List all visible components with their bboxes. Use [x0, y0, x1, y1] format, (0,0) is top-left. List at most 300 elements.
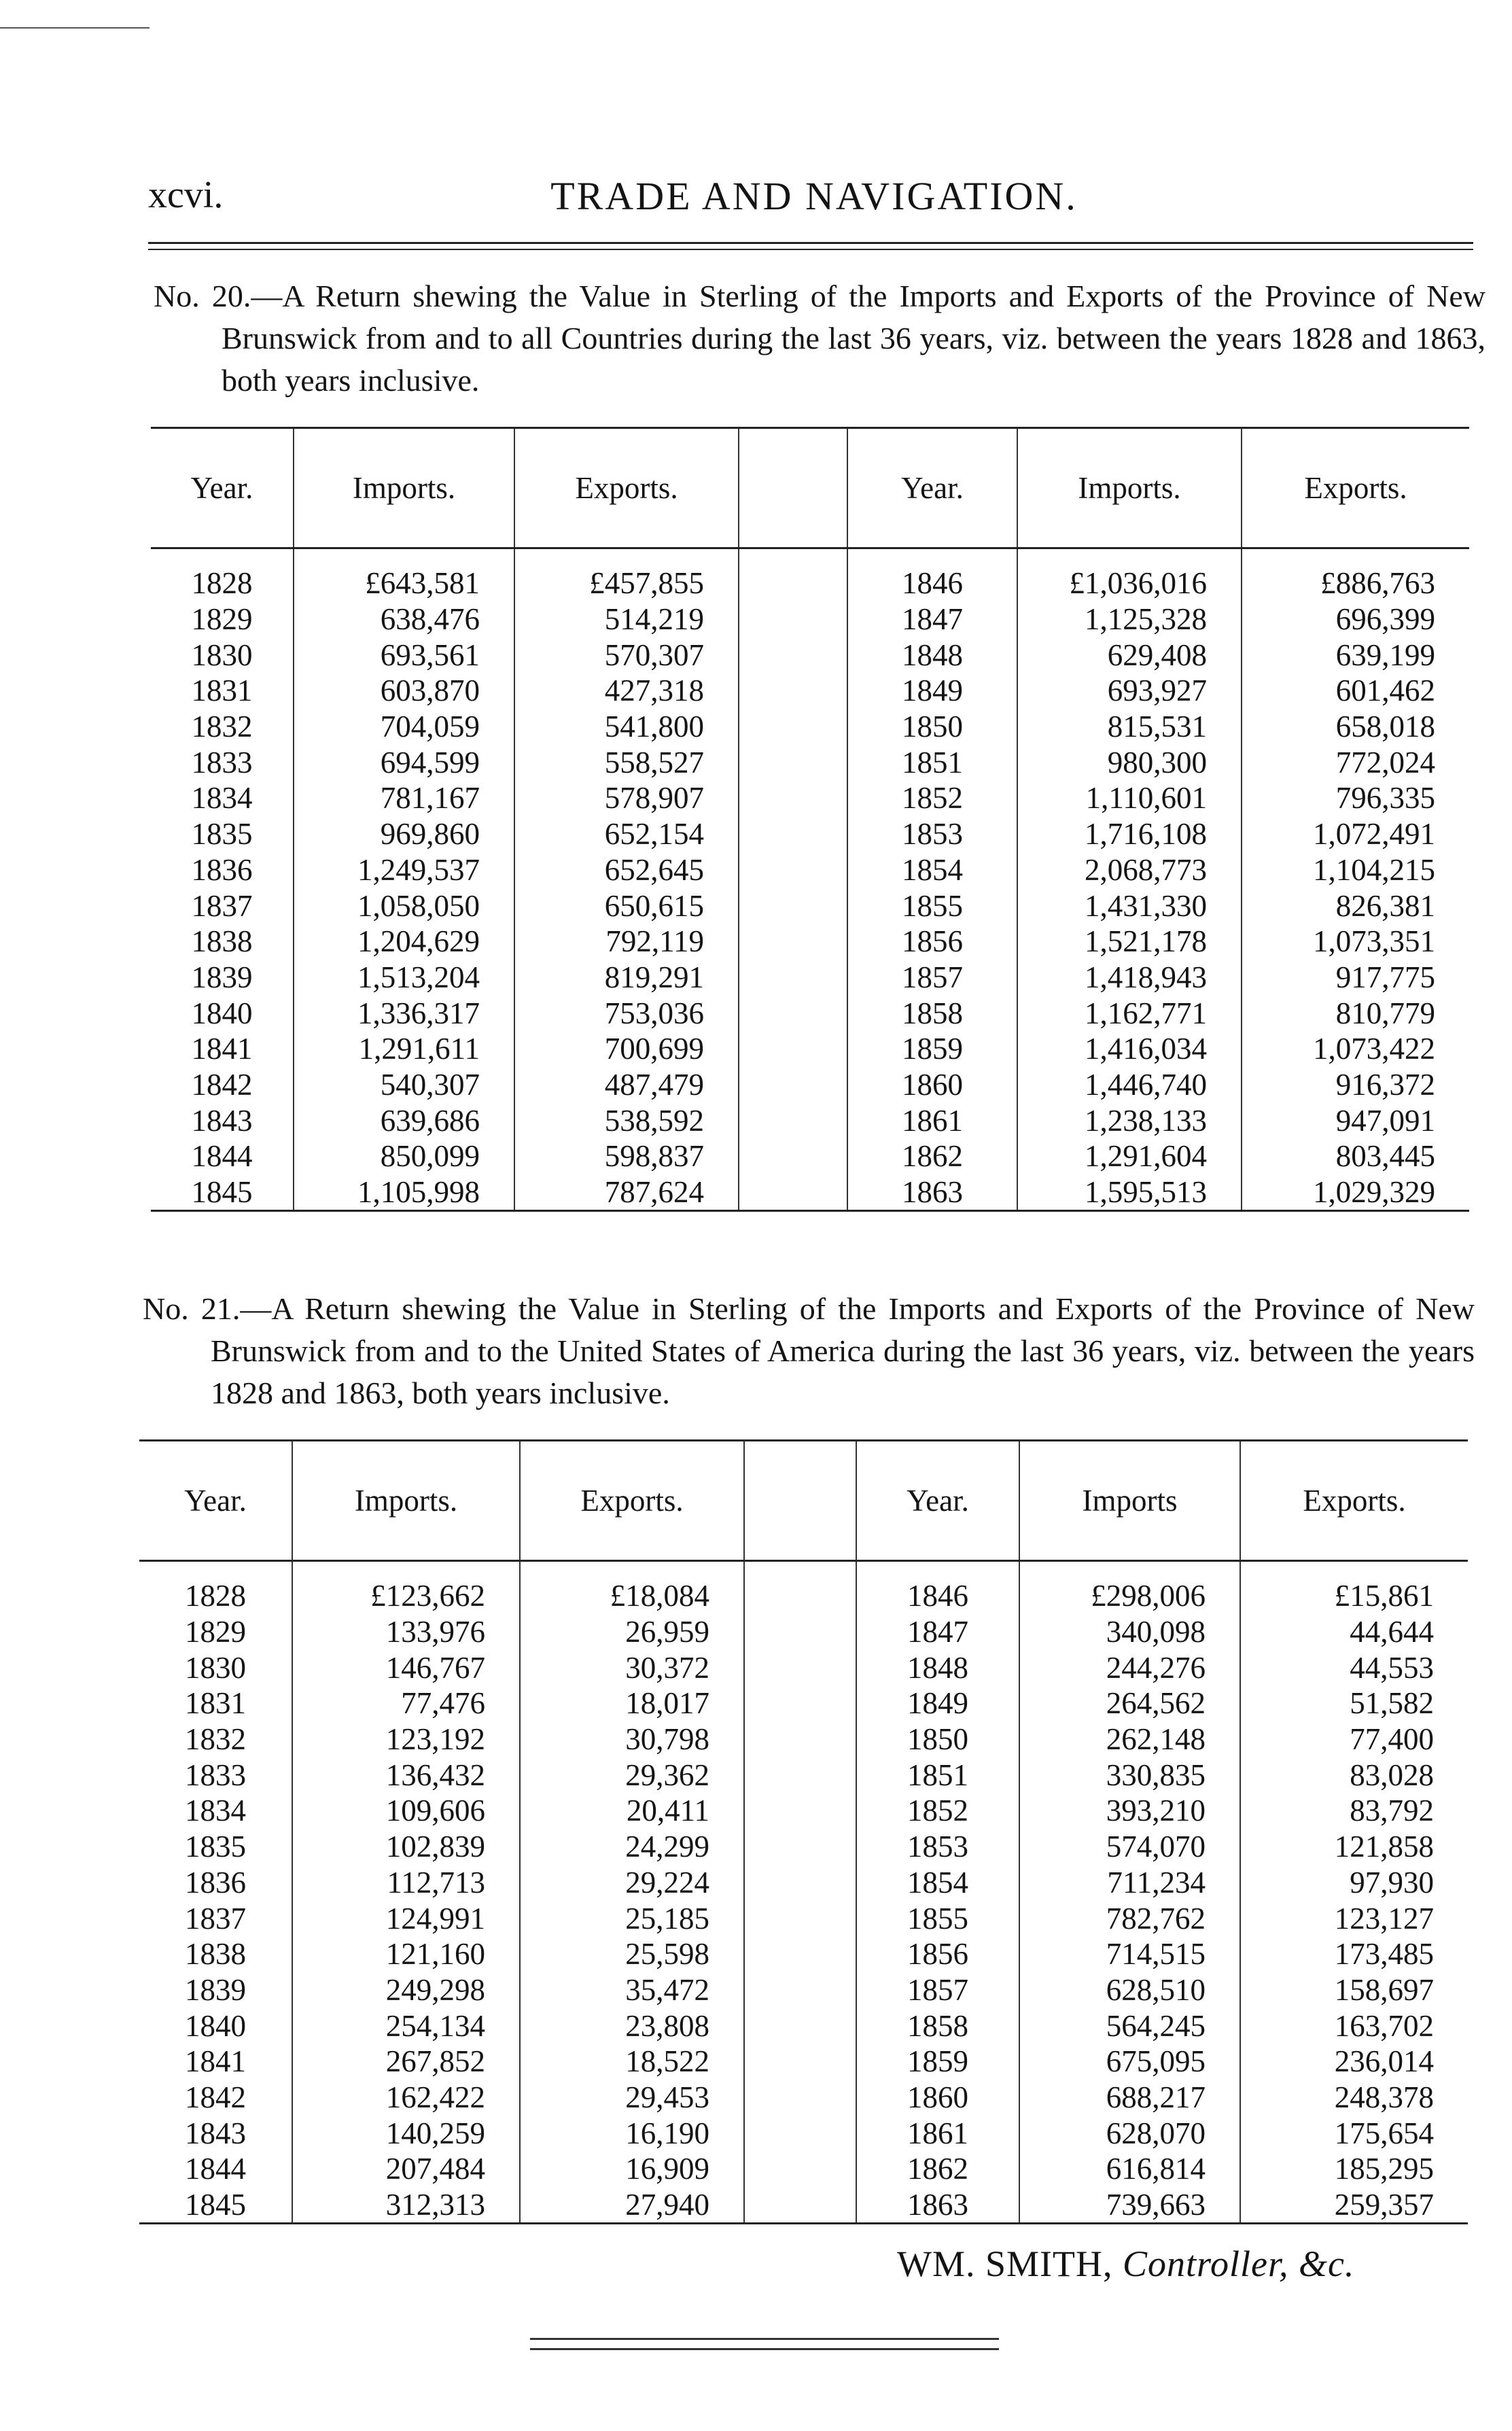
table-row: [139, 2008, 1468, 2044]
table-row: [139, 1900, 1468, 1936]
cell-year: 1842: [185, 2080, 246, 2114]
cell-year-2: 1852: [902, 781, 963, 816]
cell-imports-2: 980,300: [1017, 744, 1242, 780]
column-divider: [744, 1757, 856, 1793]
column-divider: [744, 1561, 856, 1614]
cell-imports: 109,606: [292, 1793, 520, 1829]
cell-imports: 1,058,050: [294, 888, 514, 924]
column-header-imports-2: Imports: [1019, 1441, 1240, 1561]
column-divider: [744, 1829, 856, 1865]
cell-imports-2: 262,148: [1019, 1721, 1240, 1757]
cell-year: 1835: [185, 1830, 246, 1864]
column-divider: [739, 601, 847, 637]
cell-exports: 427,318: [514, 673, 739, 709]
signature: [897, 2243, 1355, 2285]
cell-year: 1842: [191, 1067, 253, 1102]
column-divider: [739, 1102, 847, 1138]
cell-imports: 112,713: [292, 1865, 520, 1901]
cell-year: 1845: [139, 2187, 292, 2224]
cell-exports-2: 947,091: [1242, 1102, 1469, 1138]
table-row: [151, 673, 1469, 709]
column-divider: [739, 637, 847, 673]
cell-year-2: 1863: [856, 2187, 1019, 2224]
cell-year-2: 1851: [907, 1757, 968, 1792]
cell-imports: 693,561: [294, 637, 514, 673]
table-row: [151, 1138, 1469, 1174]
signature-role: Controller, &c.: [1123, 2243, 1355, 2284]
table-row: [151, 1102, 1469, 1138]
cell-imports: 1,204,629: [294, 924, 514, 960]
table-row: [139, 2187, 1468, 2224]
cell-exports: 570,307: [514, 637, 739, 673]
column-divider: [739, 995, 847, 1031]
cell-imports: 102,839: [292, 1829, 520, 1865]
cell-year-2: 1848: [902, 637, 963, 672]
table-row: [151, 852, 1469, 888]
cell-year: 1832: [185, 1722, 246, 1757]
cell-exports: 18,522: [520, 2044, 744, 2080]
table-row: [151, 888, 1469, 924]
cell-imports-2: 628,510: [1019, 1972, 1240, 2008]
cell-exports: 26,959: [520, 1614, 744, 1650]
cell-year-2: 1855: [902, 888, 963, 923]
cell-exports-2: 796,335: [1242, 780, 1469, 816]
cell-exports-2: 639,199: [1242, 637, 1469, 673]
cell-exports-2: 236,014: [1240, 2044, 1468, 2080]
column-divider: [744, 2115, 856, 2151]
cell-imports-2: 1,521,178: [1017, 924, 1242, 960]
cell-imports: 638,476: [294, 601, 514, 637]
cell-year: 1837: [185, 1901, 246, 1936]
table-row: [151, 1031, 1469, 1067]
cell-exports-2: 658,018: [1242, 709, 1469, 745]
cell-exports-2: 696,399: [1242, 601, 1469, 637]
cell-year: 1828: [185, 1579, 246, 1613]
cell-year-2: 1857: [907, 1972, 968, 2007]
column-divider: [744, 1649, 856, 1685]
cell-year-2: 1848: [907, 1650, 968, 1685]
cell-exports: 25,598: [520, 1936, 744, 1972]
cell-year-2: 1851: [902, 745, 963, 780]
cell-exports: 558,527: [514, 744, 739, 780]
table-row: [139, 1721, 1468, 1757]
column-header-exports: Exports.: [514, 428, 739, 548]
column-divider: [744, 1441, 856, 1561]
cell-exports-2: 163,702: [1240, 2008, 1468, 2044]
cell-exports: 650,615: [514, 888, 739, 924]
column-divider: [744, 1900, 856, 1936]
cell-exports: 514,219: [514, 601, 739, 637]
cell-year: 1838: [185, 1937, 246, 1972]
cell-exports: 753,036: [514, 995, 739, 1031]
cell-year-2: 1860: [902, 1067, 963, 1102]
cell-exports: 29,453: [520, 2080, 744, 2116]
caption-rest: Province of New Brunswick from and to all Countries during the last 36 years, viz. between the years 1828 and 1863, both years inclusive.: [222, 279, 1485, 398]
cell-exports: 24,299: [520, 1829, 744, 1865]
cell-year-2: 1847: [907, 1615, 968, 1649]
cell-year-2: 1846: [907, 1579, 968, 1613]
table-row: [151, 816, 1469, 852]
cell-exports: 20,411: [520, 1793, 744, 1829]
column-header-imports: Imports.: [294, 428, 514, 548]
cell-year: 1841: [191, 1032, 253, 1066]
cell-imports-2: 1,595,513: [1017, 1174, 1242, 1211]
cell-year-2: 1859: [902, 1032, 963, 1066]
table-row: [151, 548, 1469, 601]
cell-year-2: 1858: [902, 996, 963, 1030]
cell-imports-2: 574,070: [1019, 1829, 1240, 1865]
cell-year-2: 1861: [907, 2116, 968, 2150]
column-divider: [739, 960, 847, 996]
table-21: [139, 1439, 1468, 2224]
column-divider: [744, 2187, 856, 2224]
column-header-exports-2: Exports.: [1240, 1441, 1468, 1561]
closing-rule: [530, 2338, 999, 2358]
cell-imports: 1,249,537: [294, 852, 514, 888]
cell-imports-2: 815,531: [1017, 709, 1242, 745]
cell-imports: 146,767: [292, 1649, 520, 1685]
cell-imports: 850,099: [294, 1138, 514, 1174]
column-divider: [744, 1721, 856, 1757]
column-divider: [739, 548, 847, 601]
cell-imports: 1,105,998: [294, 1174, 514, 1211]
cell-year-2: 1847: [902, 602, 963, 637]
cell-imports: 969,860: [294, 816, 514, 852]
column-header-exports-2: Exports.: [1242, 428, 1469, 548]
cell-imports-2: 675,095: [1019, 2044, 1240, 2080]
cell-exports: 792,119: [514, 924, 739, 960]
cell-exports-2: £886,763: [1242, 548, 1469, 601]
cell-exports-2: 175,654: [1240, 2115, 1468, 2151]
cell-imports-2: 711,234: [1019, 1865, 1240, 1901]
cell-exports: 538,592: [514, 1102, 739, 1138]
cell-year-2: 1854: [902, 852, 963, 887]
cell-imports-2: £298,006: [1019, 1561, 1240, 1614]
cell-exports-2: 173,485: [1240, 1936, 1468, 1972]
cell-exports-2: 810,779: [1242, 995, 1469, 1031]
cell-year-2: 1855: [907, 1901, 968, 1936]
column-header-year-2: Year.: [847, 428, 1017, 548]
cell-year: 1841: [185, 2044, 246, 2079]
column-divider: [739, 428, 847, 548]
cell-imports-2: 1,416,034: [1017, 1031, 1242, 1067]
cell-exports: 700,699: [514, 1031, 739, 1067]
cell-year-2: 1858: [907, 2008, 968, 2043]
top-rule: [0, 27, 150, 29]
cell-year-2: 1854: [907, 1865, 968, 1900]
cell-exports-2: 83,028: [1240, 1757, 1468, 1793]
cell-exports: 16,190: [520, 2115, 744, 2151]
cell-imports-2: 330,835: [1019, 1757, 1240, 1793]
cell-year-2: 1850: [902, 710, 963, 744]
cell-exports: 787,624: [514, 1174, 739, 1211]
cell-exports-2: 185,295: [1240, 2151, 1468, 2187]
table-row: [139, 1649, 1468, 1685]
table-row: [139, 2080, 1468, 2116]
cell-imports-2: 1,446,740: [1017, 1067, 1242, 1103]
column-divider: [744, 2008, 856, 2044]
cell-imports: 136,432: [292, 1757, 520, 1793]
table-row: [151, 601, 1469, 637]
cell-exports: 652,645: [514, 852, 739, 888]
table-row: [151, 1067, 1469, 1103]
column-divider: [739, 816, 847, 852]
table-row: [151, 780, 1469, 816]
cell-exports-2: 121,858: [1240, 1829, 1468, 1865]
cell-imports: 254,134: [292, 2008, 520, 2044]
table-body: [151, 548, 1469, 1211]
cell-imports-2: 628,070: [1019, 2115, 1240, 2151]
cell-exports-2: 826,381: [1242, 888, 1469, 924]
cell-exports: 30,798: [520, 1721, 744, 1757]
cell-imports: £123,662: [292, 1561, 520, 1614]
running-head: [148, 173, 1480, 228]
cell-year: 1830: [185, 1650, 246, 1685]
cell-year-2: 1861: [902, 1103, 963, 1138]
cell-year: 1831: [185, 1686, 246, 1721]
cell-imports: 249,298: [292, 1972, 520, 2008]
cell-exports-2: 97,930: [1240, 1865, 1468, 1901]
table-row: [151, 637, 1469, 673]
column-divider: [739, 709, 847, 745]
cell-year-2: 1852: [907, 1794, 968, 1828]
cell-imports-2: 739,663: [1019, 2187, 1240, 2224]
table-row: [139, 1614, 1468, 1650]
table-row: [139, 2115, 1468, 2151]
column-divider: [739, 852, 847, 888]
cell-exports: 598,837: [514, 1138, 739, 1174]
cell-exports-2: 1,073,351: [1242, 924, 1469, 960]
cell-imports-2: 782,762: [1019, 1900, 1240, 1936]
cell-exports-2: 44,553: [1240, 1649, 1468, 1685]
cell-imports: 133,976: [292, 1614, 520, 1650]
cell-year: 1835: [191, 817, 253, 852]
cell-exports: 35,472: [520, 1972, 744, 2008]
signature-name: WM. SMITH,: [897, 2243, 1113, 2284]
table-row: [139, 2151, 1468, 2187]
cell-exports: 819,291: [514, 960, 739, 996]
cell-year: 1829: [185, 1615, 246, 1649]
cell-exports: 652,154: [514, 816, 739, 852]
caption-lead: No. 20.—A Return shewing the Value in Sterling of the Imports and Exports of the: [154, 279, 1252, 313]
cell-year: 1837: [191, 888, 253, 923]
cell-year-2: 1860: [907, 2080, 968, 2114]
table-header-row: [151, 428, 1469, 548]
table-row: [139, 1685, 1468, 1721]
cell-exports-2: 1,073,422: [1242, 1031, 1469, 1067]
cell-imports: 1,336,317: [294, 995, 514, 1031]
cell-exports: 23,808: [520, 2008, 744, 2044]
cell-year: 1839: [191, 960, 253, 994]
cell-year: 1833: [185, 1757, 246, 1792]
cell-exports-2: 123,127: [1240, 1900, 1468, 1936]
cell-imports: 124,991: [292, 1900, 520, 1936]
cell-imports: 121,160: [292, 1936, 520, 1972]
cell-year-2: 1853: [902, 817, 963, 852]
column-header-year: Year.: [139, 1441, 292, 1561]
column-divider: [739, 1031, 847, 1067]
cell-exports-2: 917,775: [1242, 960, 1469, 996]
column-header-imports: Imports.: [292, 1441, 520, 1561]
cell-exports: 18,017: [520, 1685, 744, 1721]
cell-imports-2: 1,238,133: [1017, 1102, 1242, 1138]
cell-year-2: 1846: [902, 566, 963, 601]
cell-year-2: 1853: [907, 1830, 968, 1864]
cell-year: 1838: [191, 924, 253, 959]
cell-year-2: 1856: [902, 924, 963, 959]
table-row: [139, 2044, 1468, 2080]
column-header-year-2: Year.: [856, 1441, 1019, 1561]
cell-imports-2: 1,162,771: [1017, 995, 1242, 1031]
cell-exports-2: 772,024: [1242, 744, 1469, 780]
cell-imports-2: 714,515: [1019, 1936, 1240, 1972]
column-divider: [739, 888, 847, 924]
cell-imports-2: 1,418,943: [1017, 960, 1242, 996]
cell-exports-2: 916,372: [1242, 1067, 1469, 1103]
cell-year: 1843: [191, 1103, 253, 1138]
column-header-year: Year.: [151, 428, 294, 548]
table-row: [151, 744, 1469, 780]
cell-imports-2: 1,125,328: [1017, 601, 1242, 637]
caption-lead: No. 21.—A Return shewing the Value in Sterling of the Imports and Exports of the: [143, 1291, 1242, 1326]
cell-year-2: 1849: [902, 674, 963, 708]
table-row: [151, 995, 1469, 1031]
cell-exports-2: 1,029,329: [1242, 1174, 1469, 1211]
cell-imports: 639,686: [294, 1102, 514, 1138]
table-row: [139, 1972, 1468, 2008]
cell-exports: 30,372: [520, 1649, 744, 1685]
cell-exports: 29,362: [520, 1757, 744, 1793]
cell-year-2: 1863: [847, 1174, 1017, 1211]
column-divider: [739, 1138, 847, 1174]
cell-year: 1836: [185, 1865, 246, 1900]
closing-rule-line: [530, 2338, 999, 2340]
cell-imports-2: 693,927: [1017, 673, 1242, 709]
column-divider: [744, 1614, 856, 1650]
table-row: [151, 960, 1469, 996]
cell-exports-2: 77,400: [1240, 1721, 1468, 1757]
cell-imports-2: 244,276: [1019, 1649, 1240, 1685]
closing-rule-line: [530, 2348, 999, 2350]
cell-exports: 16,909: [520, 2151, 744, 2187]
cell-year-2: 1862: [907, 2152, 968, 2186]
cell-imports: 77,476: [292, 1685, 520, 1721]
cell-imports: 207,484: [292, 2151, 520, 2187]
cell-imports: 123,192: [292, 1721, 520, 1757]
cell-exports: £18,084: [520, 1561, 744, 1614]
cell-exports-2: £15,861: [1240, 1561, 1468, 1614]
cell-imports: 704,059: [294, 709, 514, 745]
table-row: [139, 1865, 1468, 1901]
cell-year-2: 1859: [907, 2044, 968, 2079]
header-rule: [148, 242, 1473, 244]
table-20: [151, 427, 1469, 1212]
table-row: [139, 1757, 1468, 1793]
column-divider: [744, 1865, 856, 1901]
column-divider: [744, 1972, 856, 2008]
cell-exports-2: 248,378: [1240, 2080, 1468, 2116]
cell-imports: 603,870: [294, 673, 514, 709]
page-number: xcvi.: [148, 174, 224, 216]
page-title: TRADE AND NAVIGATION.: [550, 174, 1078, 218]
cell-year-2: 1856: [907, 1937, 968, 1972]
caption-rest: Province of New Brunswick from and to the United States of America during the last 36 years, viz. between the years 1828 and 1863, both years inclusive.: [211, 1291, 1475, 1410]
column-header-exports: Exports.: [520, 1441, 744, 1561]
cell-exports: 27,940: [520, 2187, 744, 2224]
cell-imports-2: 1,431,330: [1017, 888, 1242, 924]
column-divider: [744, 1685, 856, 1721]
table-row: [151, 709, 1469, 745]
cell-exports: 578,907: [514, 780, 739, 816]
column-header-imports-2: Imports.: [1017, 428, 1242, 548]
column-divider: [739, 780, 847, 816]
cell-year-2: 1857: [902, 960, 963, 994]
cell-imports: 1,513,204: [294, 960, 514, 996]
cell-imports-2: 393,210: [1019, 1793, 1240, 1829]
cell-year: 1830: [191, 637, 253, 672]
cell-year: 1833: [191, 745, 253, 780]
cell-exports-2: 83,792: [1240, 1793, 1468, 1829]
cell-exports-2: 51,582: [1240, 1685, 1468, 1721]
column-divider: [739, 744, 847, 780]
column-divider: [744, 1936, 856, 1972]
table-row: [151, 1174, 1469, 1211]
cell-imports-2: 340,098: [1019, 1614, 1240, 1650]
cell-year: 1840: [191, 996, 253, 1030]
cell-imports: 162,422: [292, 2080, 520, 2116]
cell-year: 1840: [185, 2008, 246, 2043]
cell-year: 1832: [191, 710, 253, 744]
cell-exports-2: 601,462: [1242, 673, 1469, 709]
cell-year-2: 1849: [907, 1686, 968, 1721]
cell-year: 1831: [191, 674, 253, 708]
cell-year: 1834: [191, 781, 253, 816]
cell-imports: 781,167: [294, 780, 514, 816]
cell-imports-2: 1,110,601: [1017, 780, 1242, 816]
column-divider: [744, 1793, 856, 1829]
cell-exports-2: 1,072,491: [1242, 816, 1469, 852]
cell-year-2: 1862: [902, 1139, 963, 1174]
cell-imports: 1,291,611: [294, 1031, 514, 1067]
cell-exports-2: 158,697: [1240, 1972, 1468, 2008]
table-header-row: [139, 1441, 1468, 1561]
column-divider: [744, 2151, 856, 2187]
cell-imports: 312,313: [292, 2187, 520, 2224]
cell-year: 1844: [185, 2152, 246, 2186]
cell-imports-2: 688,217: [1019, 2080, 1240, 2116]
cell-imports-2: 564,245: [1019, 2008, 1240, 2044]
table-row: [139, 1936, 1468, 1972]
cell-year: 1839: [185, 1972, 246, 2007]
column-divider: [744, 2080, 856, 2116]
cell-year: 1834: [185, 1794, 246, 1828]
cell-imports: 694,599: [294, 744, 514, 780]
table-21-caption: [143, 1288, 1475, 1414]
cell-exports: 29,224: [520, 1865, 744, 1901]
header-rule-double: [148, 249, 1473, 250]
cell-exports: 487,479: [514, 1067, 739, 1103]
cell-imports-2: £1,036,016: [1017, 548, 1242, 601]
cell-imports: 140,259: [292, 2115, 520, 2151]
cell-imports: 540,307: [294, 1067, 514, 1103]
cell-year: 1845: [151, 1174, 294, 1211]
cell-exports-2: 44,644: [1240, 1614, 1468, 1650]
column-divider: [739, 924, 847, 960]
cell-imports: 267,852: [292, 2044, 520, 2080]
cell-year: 1836: [191, 852, 253, 887]
cell-imports: £643,581: [294, 548, 514, 601]
cell-year-2: 1850: [907, 1722, 968, 1757]
